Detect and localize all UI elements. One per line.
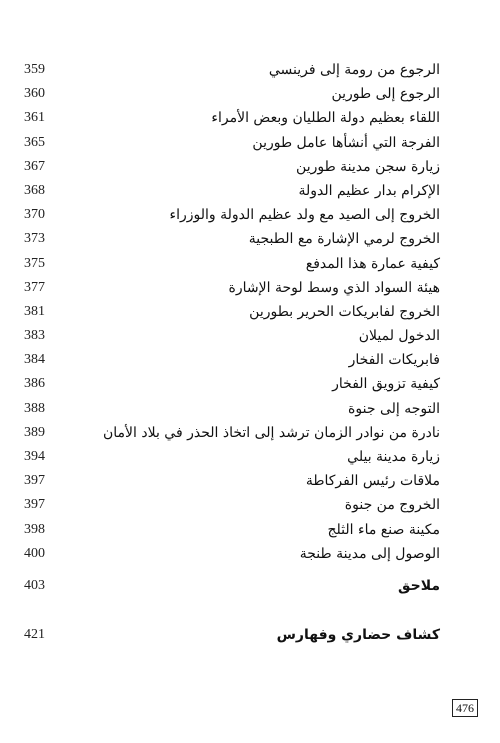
toc-entry	[0, 445, 500, 469]
toc-entry-title: ملاقات رئيس الفركاطة	[305, 473, 440, 490]
toc-entry-title: زيارة مدينة بيلي	[347, 449, 440, 465]
toc-entry-page: 367	[24, 158, 45, 174]
toc-entry	[0, 252, 500, 276]
toc-entry-page: 397	[24, 497, 45, 513]
toc-entry-page: 361	[24, 110, 45, 126]
toc-entry-page: 386	[24, 376, 45, 392]
toc-entry	[0, 227, 500, 251]
toc-entry-page: 365	[24, 134, 45, 150]
toc-entry-title: الخروج من جنوة	[344, 497, 440, 514]
toc-entry-title: كيفية عمارة هذا المدفع	[305, 255, 440, 272]
toc-entry-page: 360	[24, 86, 45, 102]
toc-section-title: ملاحق	[397, 578, 440, 594]
toc-entry	[0, 82, 500, 106]
toc-entry	[0, 348, 500, 372]
toc-entry-page: 388	[24, 400, 45, 416]
toc-entry-page: 383	[24, 328, 45, 344]
toc-entry	[0, 324, 500, 348]
toc-entry	[0, 469, 500, 493]
toc-entry	[0, 276, 500, 300]
toc-entry	[0, 106, 500, 130]
toc-entry-title: الفرجة التي أنشأها عامل طورين	[252, 134, 440, 151]
toc-entry	[0, 493, 500, 517]
toc-entry-title: نادرة من نوادر الزمان ترشد إلى اتخاذ الحذر في بلاد الأمان	[102, 424, 440, 441]
toc-entry	[0, 131, 500, 155]
toc-section-page: 421	[24, 627, 45, 642]
toc-entry	[0, 542, 500, 566]
toc-entry	[0, 203, 500, 227]
toc-entry-page: 381	[24, 303, 45, 319]
toc-entry	[0, 58, 500, 82]
toc-entry-title: الدخول لميلان	[358, 328, 440, 345]
toc-entry-title: فابريكات الفخار	[348, 352, 440, 369]
toc-entry-page: 394	[24, 449, 45, 464]
toc-entry	[0, 179, 500, 203]
toc-entry-page: 370	[24, 207, 45, 223]
toc-section-indexes	[0, 623, 500, 647]
toc-entry-title: الإكرام بدار عظيم الدولة	[298, 182, 440, 199]
toc-entry-title: الرجوع من رومة إلى فرينسي	[268, 62, 440, 78]
toc-entry-title: الوصول إلى مدينة طنجة	[299, 545, 440, 562]
toc-entry-title: الخروج لرمي الإشارة مع الطبجية	[248, 231, 440, 248]
toc-entry-page: 384	[24, 352, 45, 368]
toc-entry-page: 377	[24, 279, 45, 295]
toc-entry-title: اللقاء بعظيم دولة الطليان وبعض الأمراء	[211, 110, 440, 127]
page-number: 476	[452, 699, 478, 717]
toc-section-title: كشاف حضاري وفهارس	[276, 627, 440, 643]
toc-entry	[0, 421, 500, 445]
toc-entry-title: الرجوع إلى طورين	[331, 86, 440, 103]
toc-entry	[0, 518, 500, 542]
toc-entry	[0, 155, 500, 179]
toc-entry-title: كيفية تزويق الفخار	[332, 376, 440, 393]
table-of-contents	[0, 58, 500, 566]
toc-entry	[0, 300, 500, 324]
toc-section-appendices	[0, 574, 500, 598]
toc-entry-title: الخروج لفابريكات الحرير بطورين	[249, 303, 440, 320]
toc-entry-title: زيارة سجن مدينة طورين	[296, 158, 440, 175]
toc-entry	[0, 372, 500, 396]
toc-section-page: 403	[24, 578, 45, 593]
toc-entry-title: الخروج إلى الصيد مع ولد عظيم الدولة والوزراء	[169, 207, 440, 224]
toc-entry-page: 368	[24, 182, 45, 198]
toc-entry-page: 398	[24, 521, 45, 537]
toc-entry-title: مكينة صنع ماء الثلج	[327, 521, 440, 538]
toc-entry-page: 373	[24, 231, 45, 247]
toc-entry-page: 389	[24, 424, 45, 440]
toc-entry-page: 397	[24, 473, 45, 489]
toc-entry-page: 375	[24, 255, 45, 271]
toc-entry	[0, 397, 500, 421]
toc-entry-page: 359	[24, 62, 45, 77]
toc-entry-title: التوجه إلى جنوة	[348, 400, 440, 417]
toc-entry-title: هيئة السواد الذي وسط لوحة الإشارة	[228, 279, 440, 296]
toc-entry-page: 400	[24, 545, 45, 561]
